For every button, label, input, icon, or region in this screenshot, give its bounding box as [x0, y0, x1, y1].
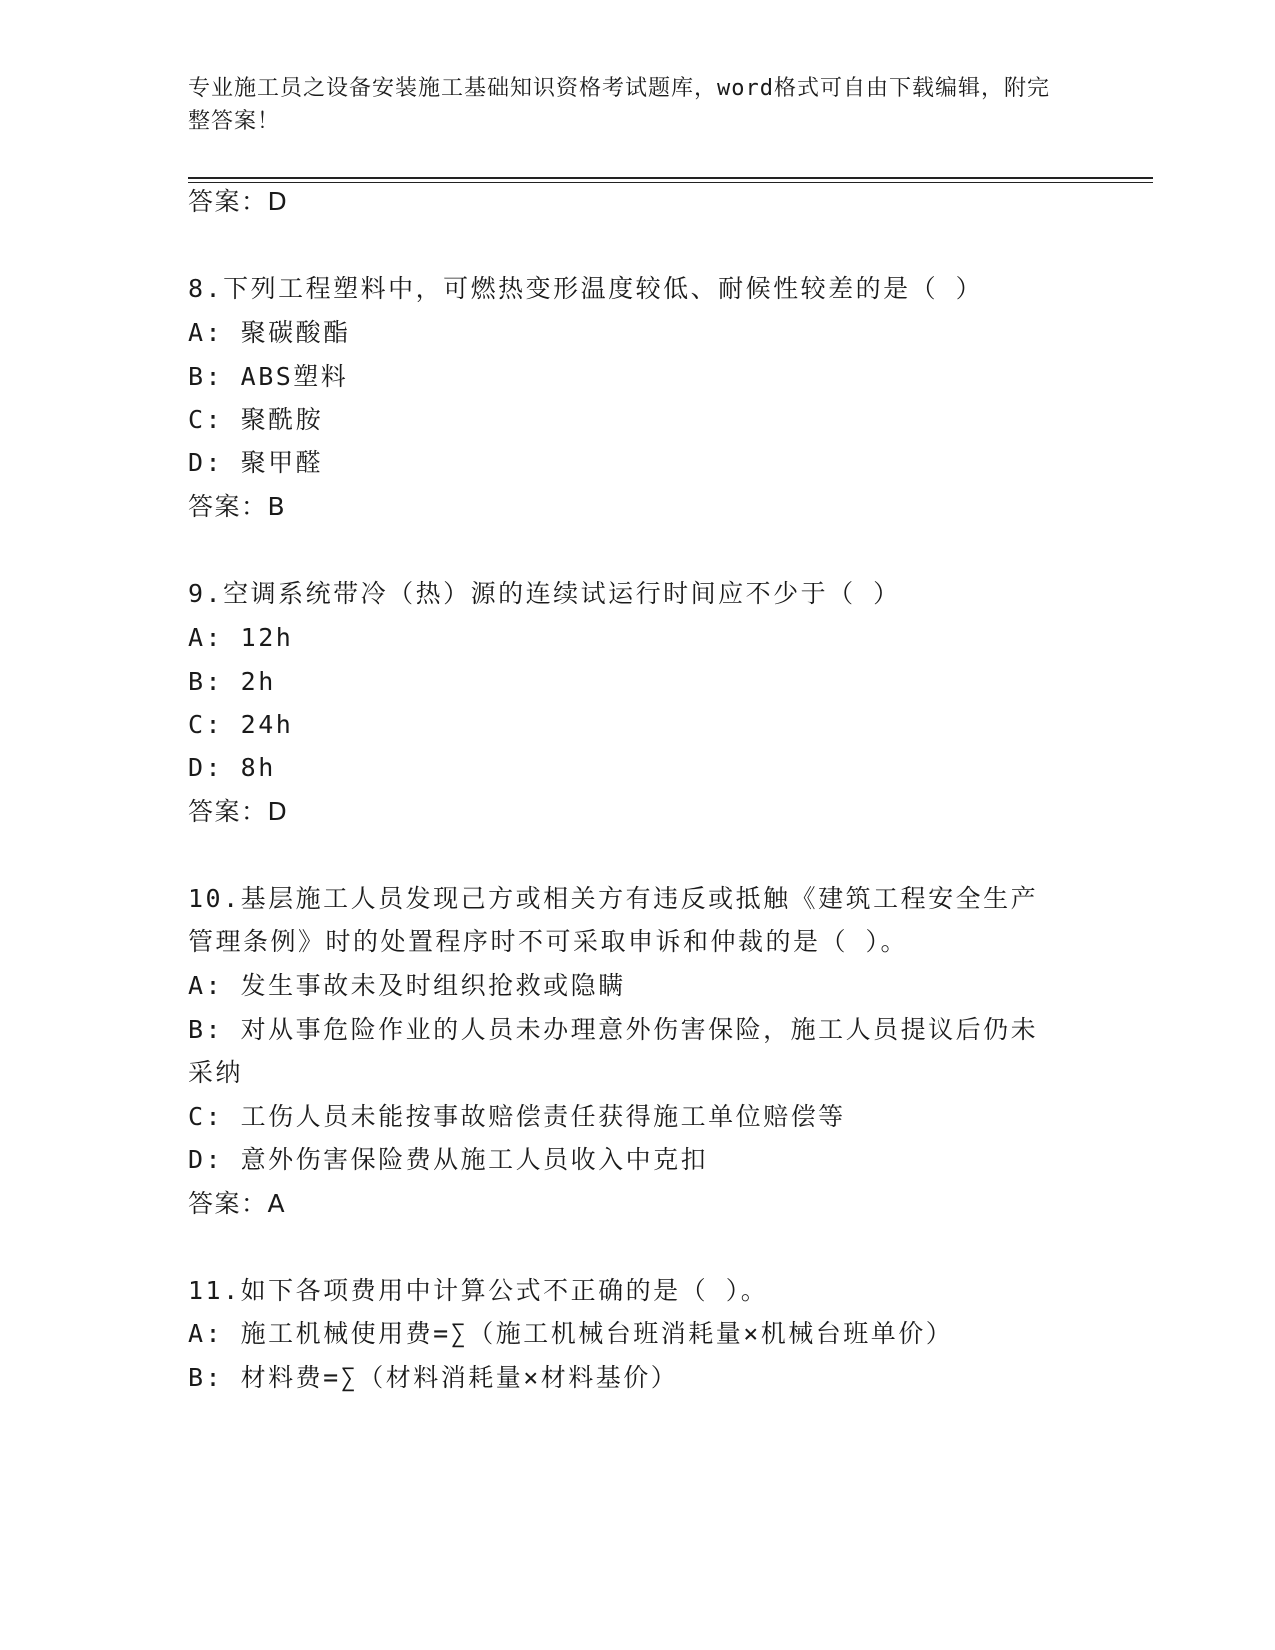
question-10-option-d: D: 意外伤害保险费从施工人员收入中克扣 — [188, 1145, 709, 1174]
question-8-stem: 8.下列工程塑料中，可燃热变形温度较低、耐候性较差的是（ ） — [188, 274, 984, 303]
question-9-option-d: D: 8h — [188, 753, 276, 782]
question-8-option-a: A: 聚碳酸酯 — [188, 318, 351, 347]
question-10-stem-line1: 10.基层施工人员发现己方或相关方有违反或抵触《建筑工程安全生产 — [188, 884, 1039, 913]
document-header: 专业施工员之设备安装施工基础知识资格考试题库，word格式可自由下载编辑，附完整答案！ — [188, 76, 1050, 134]
question-10-answer: 答案：A — [188, 1189, 287, 1218]
question-11-option-a: A: 施工机械使用费=∑（施工机械台班消耗量×机械台班单价） — [188, 1319, 954, 1348]
previous-answer: 答案：D — [188, 187, 289, 216]
question-10-option-b: B: 对从事危险作业的人员未办理意外伤害保险，施工人员提议后仍未 — [188, 1015, 1039, 1044]
question-10-option-c: C: 工伤人员未能按事故赔偿责任获得施工单位赔偿等 — [188, 1102, 846, 1131]
question-9-stem: 9.空调系统带冷（热）源的连续试运行时间应不少于（ ） — [188, 579, 901, 608]
question-9-answer: 答案：D — [188, 797, 289, 826]
question-10-option-a: A: 发生事故未及时组织抢救或隐瞒 — [188, 971, 626, 1000]
question-8-option-b: B: ABS塑料 — [188, 362, 349, 391]
question-8-answer: 答案：B — [188, 492, 287, 521]
question-8-option-c: C: 聚酰胺 — [188, 405, 324, 434]
question-8-option-d: D: 聚甲醛 — [188, 448, 324, 477]
question-11-stem: 11.如下各项费用中计算公式不正确的是（ ）。 — [188, 1276, 769, 1305]
question-9-option-c: C: 24h — [188, 710, 294, 739]
question-9-option-a: A: 12h — [188, 623, 294, 652]
question-10-stem-line2: 管理条例》时的处置程序时不可采取申诉和仲裁的是（ ）。 — [188, 927, 909, 956]
question-10-option-b-continued: 采纳 — [188, 1058, 244, 1087]
question-11-option-b: B: 材料费=∑（材料消耗量×材料基价） — [188, 1363, 679, 1392]
question-9-option-b: B: 2h — [188, 667, 276, 696]
header-divider-thick — [188, 177, 1153, 179]
